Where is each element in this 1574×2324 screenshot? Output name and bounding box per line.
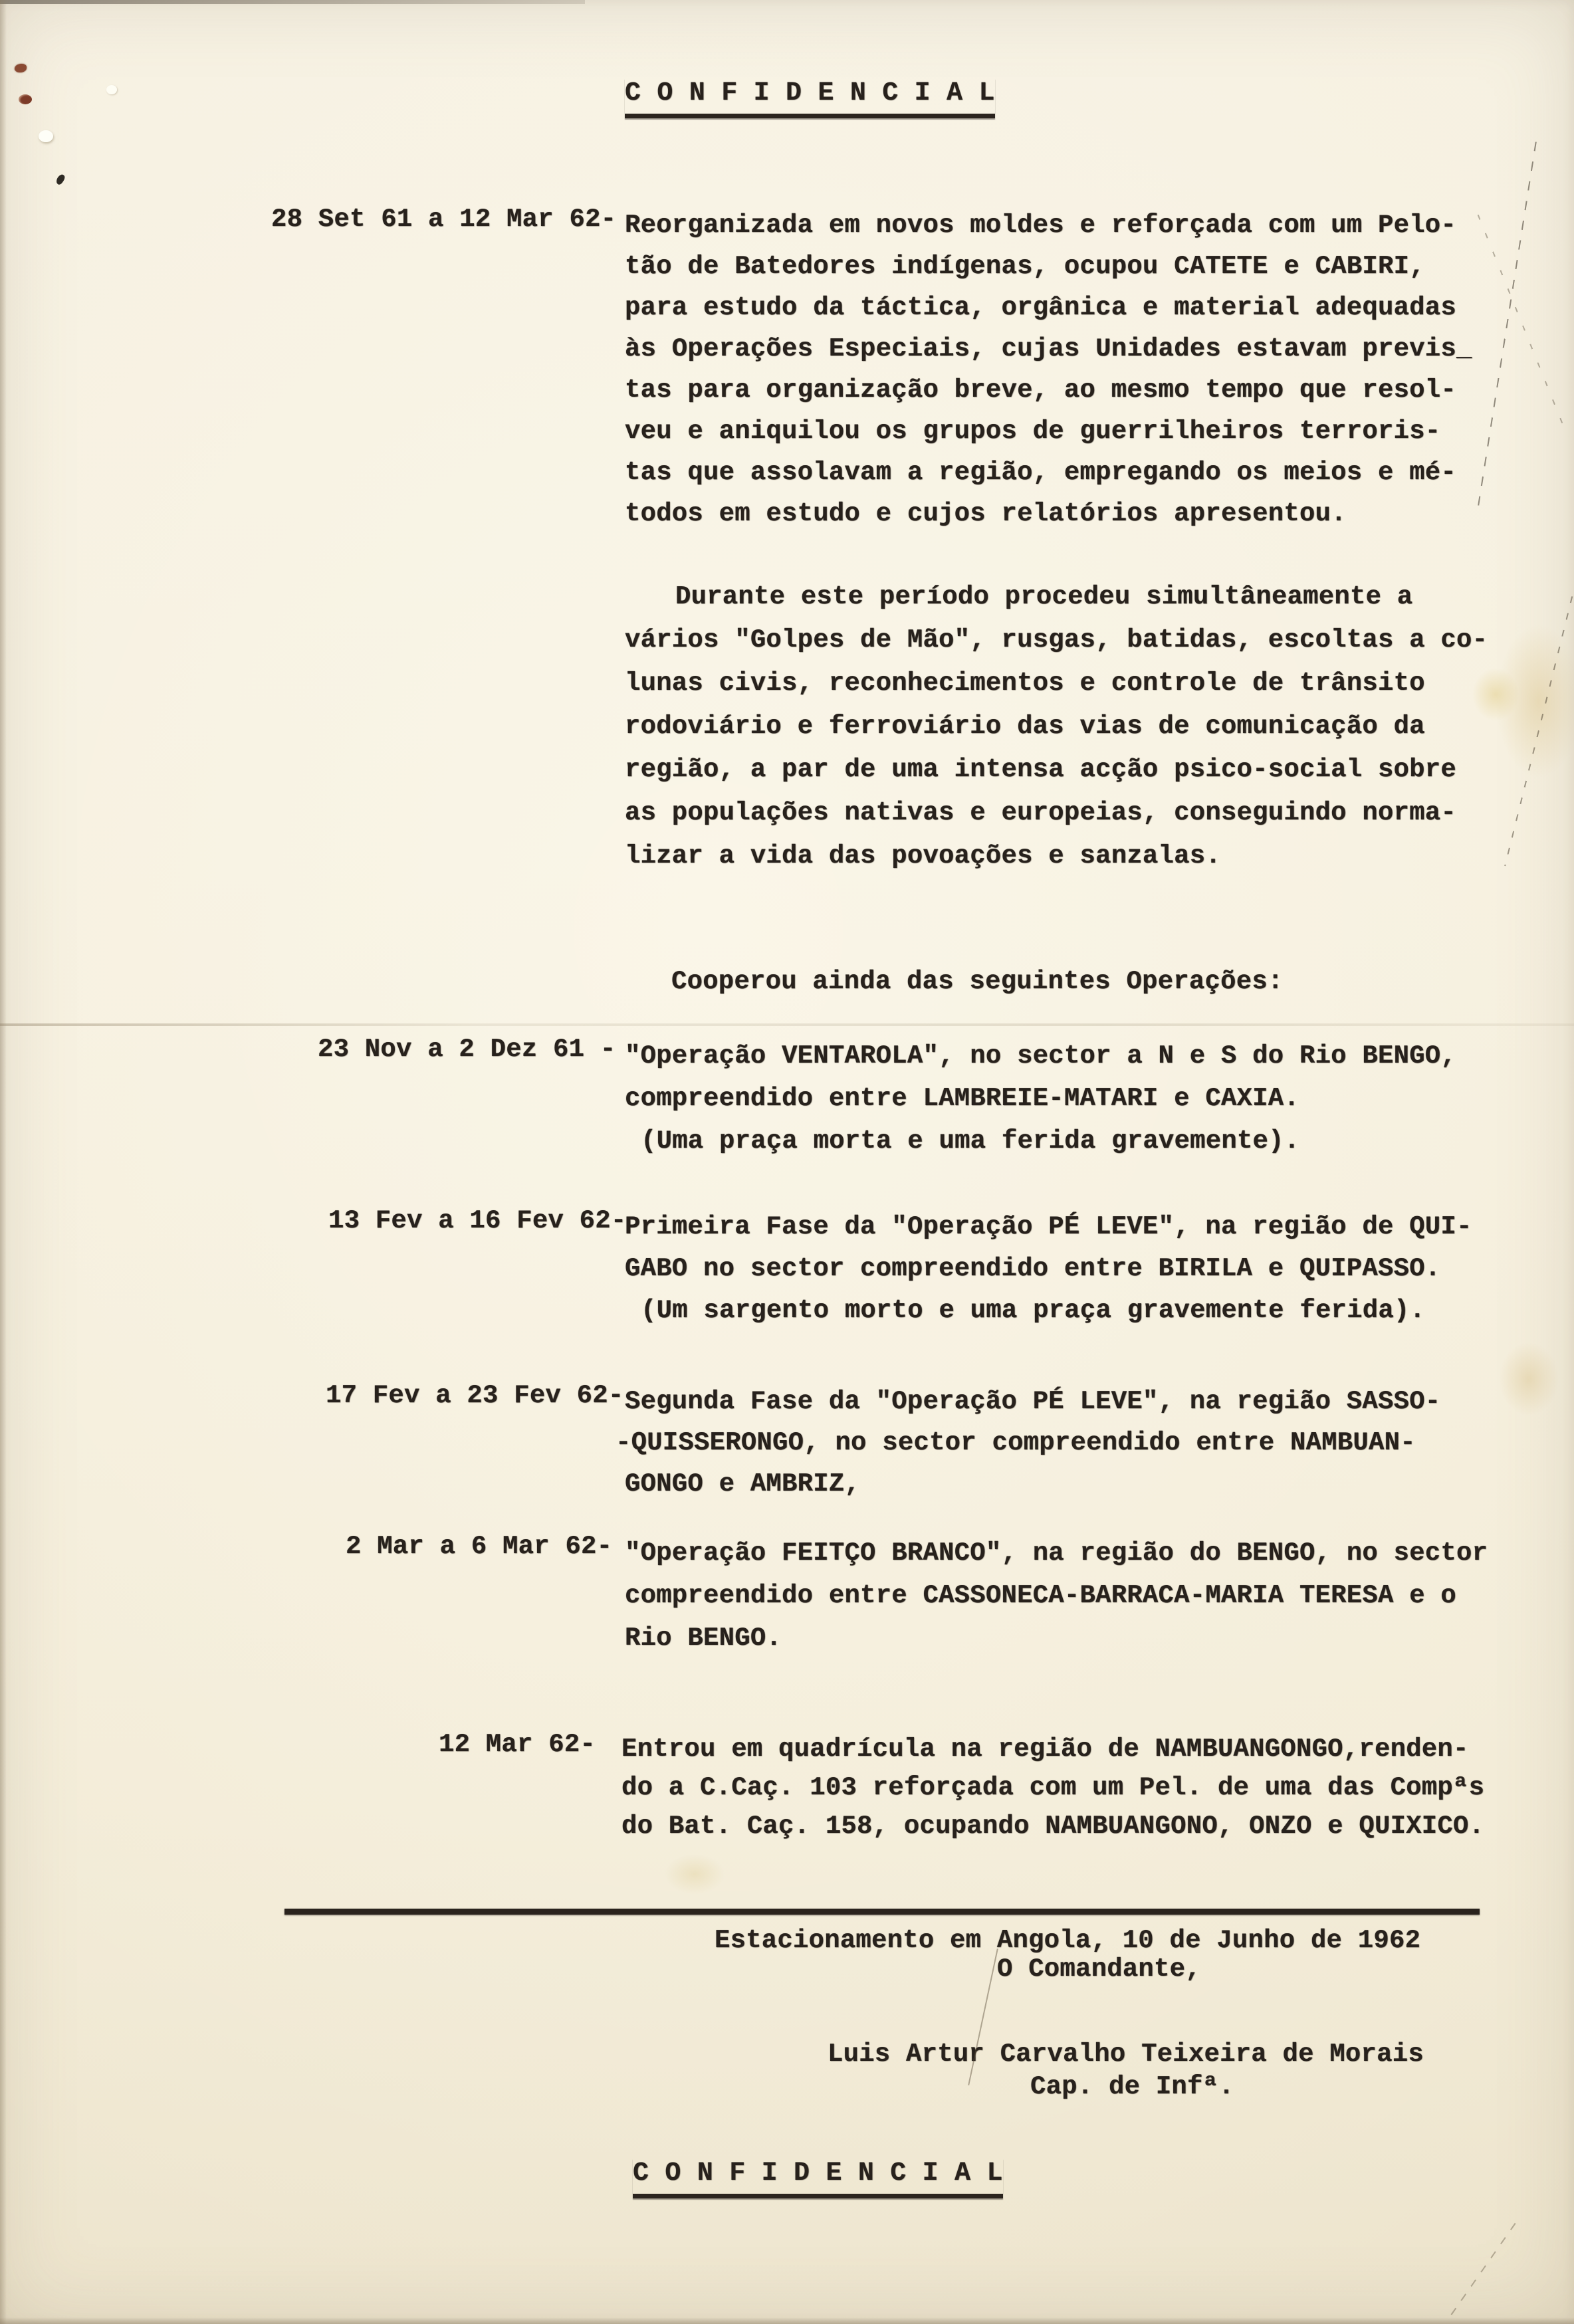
paper-stain [1496,625,1574,778]
text-line: todos em estudo e cujos relatórios apresentou. [625,499,1347,528]
operation-date: 17 Fev a 23 Fev 62- [326,1381,624,1410]
scan-scratch [1478,215,1569,437]
text-line: região, a par de uma intensa acção psico-social sobre [625,755,1457,784]
ink-speck [15,64,27,72]
text-line: -QUISSERONGO, no sector compreendido entre NAMBUAN- [616,1428,1416,1457]
text-line: Primeira Fase da "Operação PÉ LEVE", na região de QUI- [625,1212,1472,1241]
scan-scratch [1450,2223,1516,2316]
text-line: GABO no sector compreendido entre BIRILA e QUIPASSO. [625,1254,1441,1283]
separator-rule [284,1909,1480,1915]
period-entry-text [625,205,1472,534]
period-entry-date: 28 Set 61 a 12 Mar 62- [271,205,617,234]
text-line: GONGO e AMBRIZ, [625,1469,861,1499]
text-line: Reorganizada em novos moldes e reforçada com um Pelo- [625,211,1457,240]
text-line: Rio BENGO. [625,1624,782,1653]
paper-dent [39,130,53,142]
text-line: Entrou em quadrícula na região de NAMBUANGONGO,renden- [621,1735,1469,1764]
text-line: do Bat. Caç. 158, ocupando NAMBUANGONO, ONZO e QUIXICO. [621,1812,1485,1841]
text-line: (Um sargento morto e uma praça gravemente ferida). [641,1296,1426,1325]
text-line: (Uma praça morta e uma ferida gravemente). [641,1126,1300,1156]
text-line: compreendido entre CASSONECA-BARRACA-MARIA TERESA e o [625,1581,1457,1610]
text-line: tas que assolavam a região, empregando os meios e mé- [625,458,1457,487]
text-line: Durante este período procedeu simultâneamente a [675,582,1413,611]
scan-edge-shadow [0,0,7,2324]
operation-date: 23 Nov a 2 Dez 61 - [318,1035,616,1064]
classification-footer-text: C O N F I D E N C I A L [633,2159,1003,2198]
text-line: Segunda Fase da "Operação PÉ LEVE", na região SASSO- [625,1387,1441,1416]
text-line: para estudo da táctica, orgânica e material adequadas [625,293,1457,322]
text-line: às Operações Especiais, cujas Unidades estavam previs_ [625,334,1472,364]
footer-place-date: Estacionamento em Angola, 10 de Junho de 1962 [715,1926,1421,1955]
text-line: compreendido entre LAMBREIE-MATARI e CAXIA. [625,1084,1299,1113]
paper-dent [106,85,117,94]
scan-scratch [1477,142,1537,509]
text-line: tas para organização breve, ao mesmo tempo que resol- [625,375,1457,405]
footer-signature-role: O Comandante, [997,1954,1201,1984]
ink-speck [19,94,32,104]
operation-text [621,1730,1484,1846]
classification-header-text: C O N F I D E N C I A L [625,78,995,118]
operation-date: 13 Fev a 16 Fev 62- [328,1206,627,1235]
text-line: "Operação FEITÇO BRANCO", na região do BENGO, no sector [625,1538,1488,1568]
paper-stain [1499,1342,1559,1416]
text-line: "Operação VENTAROLA", no sector a N e S do Rio BENGO, [625,1041,1457,1071]
classification-header [625,78,995,108]
footer-signature-name: Luis Artur Carvalho Teixeira de Morais [828,2040,1424,2069]
operation-text [625,1532,1488,1659]
paper-stain [665,1854,725,1894]
text-line: do a C.Caç. 103 reforçada com um Pel. de uma das Compªs [621,1773,1485,1802]
ink-speck [55,173,66,186]
text-line: lizar a vida das povoações e sanzalas. [625,841,1221,871]
text-line: veu e aniquilou os grupos de guerrilheiros terroris- [625,417,1441,446]
paper-fold-crease [0,1023,1574,1026]
scan-scratch [1504,563,1574,867]
text-line: vários "Golpes de Mão", rusgas, batidas, escoltas a co- [625,625,1488,655]
text-line: tão de Batedores indígenas, ocupou CATETE e CABIRI, [625,252,1425,281]
classification-footer [633,2159,1003,2188]
text-line: as populações nativas e europeias, conseguindo norma- [625,798,1457,827]
operation-text [625,1206,1472,1332]
operations-intro: Cooperou ainda das seguintes Operações: [671,967,1284,996]
scan-edge-shadow [0,0,585,4]
operation-text [616,1381,1441,1505]
footer-signature-rank: Cap. de Infª. [1030,2072,1234,2101]
operation-date: 2 Mar a 6 Mar 62- [346,1532,613,1561]
text-line: lunas civis, reconhecimentos e controle de trânsito [625,669,1425,698]
text-line: rodoviário e ferroviário das vias de comunicação da [625,712,1425,741]
operation-date: 12 Mar 62- [439,1730,596,1759]
second-paragraph [625,576,1488,878]
operation-text [625,1035,1456,1162]
scan-edge-shadow [0,2317,1574,2324]
